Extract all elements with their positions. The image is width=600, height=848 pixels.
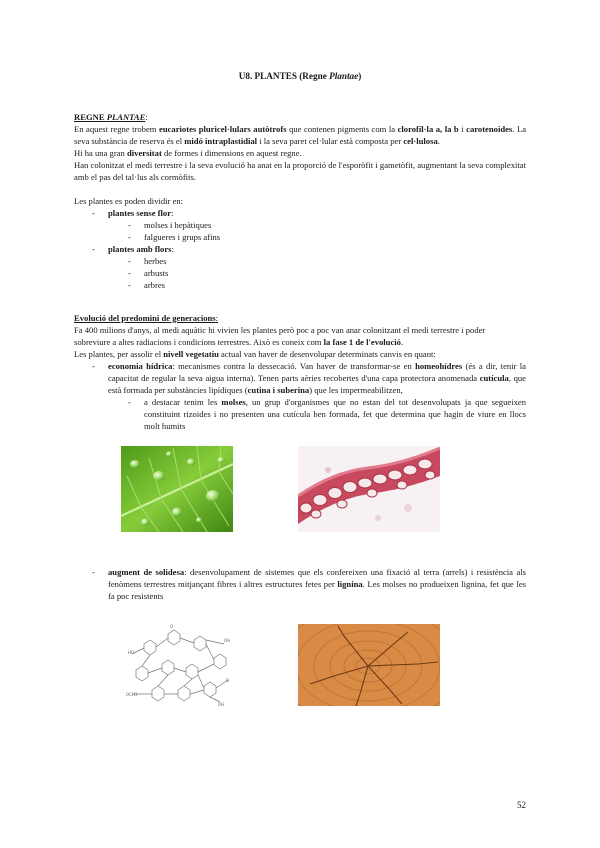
bullet-dash: - (92, 244, 95, 254)
bullet-dash: - (92, 567, 95, 577)
evolucio-line-1: Fa 400 milions d'anys, al medi aquàtic hi vivien les plantes però poc a poc van anar colonitzant el medi terrestre i poder (74, 325, 486, 335)
item-economia-hidrica: economia hídrica: mecanismes contra la dessecació. Van haver de transformar-se en homeohídres (és a dir, tenir la capacitat de regular la seva aigua interna). Tenen parts aèries recobertes d'una capa protectora anomenada cutícula, que està formada per substàncies lipídiques (cutina i suberina) que les impermeabilitzen, (108, 361, 526, 395)
regne-paragraph-1: En aquest regne trobem eucariotes pluricel·lulars autòtrofs que contenen pigments com la clorofil·la a, la b i carotenoides. La seva substància de reserva és el midó intraplastidial i la seva paret cel·lular està composta per cel·lulosa. (74, 124, 527, 146)
regne-heading: REGNE PLANTAE: (74, 112, 148, 122)
lignin-molecule-diagram (124, 624, 236, 710)
evolucio-line-2: sobreviure a altes radiacions i condicions terrestres. Això es coneix com la fase 1 de l'evolució. (74, 337, 404, 347)
svg-text:O: O (170, 624, 174, 629)
regne-paragraph-2: Hi ha una gran diversitat de formes i dimensions en aquest regne. (74, 148, 302, 158)
bullet-dash: - (92, 208, 95, 218)
page-number: 52 (517, 800, 526, 810)
item-augment-solidesa: augment de solidesa: desenvolupament de sistemes que els confereixen una fixació al terra (arrels) i resistència als fenòmens terrestres mitjançant fibres i altres estructures fetes per lignina. Les molses no produeixen lignina, fet que les fa poc resistents (108, 567, 527, 601)
list-item: arbres (144, 280, 165, 290)
svg-text:OCH3: OCH3 (126, 692, 138, 697)
list-item: molses i hepàtiques (144, 220, 212, 230)
divide-intro: Les plantes es poden dividir en: (74, 196, 184, 206)
group-plantes-amb-flors: plantes amb flors: (108, 244, 174, 254)
regne-section (74, 111, 526, 183)
evolucio-heading: Evolució del predomini de generacions: (74, 313, 219, 323)
wood-cross-section-photo (298, 624, 440, 706)
sub-bullet-dash: - (128, 256, 131, 266)
sub-item-molses: a destacar tenim les molses, un grup d'organismes que no estan del tot desenvolupats ja que segueixen constituint rizoides i no presenten una cutícula ben formada, fet que determina que hagin de viure en llocs molt humits (144, 397, 526, 431)
svg-text:OH: OH (218, 702, 225, 707)
evolucio-line-3: Les plantes, per assolir el nivell vegetatiu actual van haver de desenvolupar determinats canvis en quant: (74, 349, 436, 359)
bullet-dash: - (92, 361, 95, 371)
regne-paragraph-3: Han colonitzat el medi terrestre i la seva evolució ha anat en la proporció de l'esporòfit i gametòfit, augmentant la seva complexitat amb el pas del tal·lus als cormòfits. (74, 160, 526, 182)
list-item: herbes (144, 256, 167, 266)
svg-text:O: O (226, 678, 230, 683)
sub-bullet-dash: - (128, 232, 131, 242)
leaf-water-drops-photo (121, 446, 233, 532)
cuticle-tissue-micrograph (298, 446, 440, 532)
sub-bullet-dash: - (128, 397, 131, 407)
sub-bullet-dash: - (128, 268, 131, 278)
list-item: arbusts (144, 268, 169, 278)
list-item: falgueres i grups afins (144, 232, 221, 242)
sub-bullet-dash: - (128, 220, 131, 230)
sub-bullet-dash: - (128, 280, 131, 290)
page-title: U8. PLANTES (Regne Plantae) (238, 71, 362, 81)
svg-text:OH: OH (224, 638, 231, 643)
svg-text:HO: HO (128, 650, 135, 655)
group-plantes-sense-flor: plantes sense flor: (108, 208, 174, 218)
